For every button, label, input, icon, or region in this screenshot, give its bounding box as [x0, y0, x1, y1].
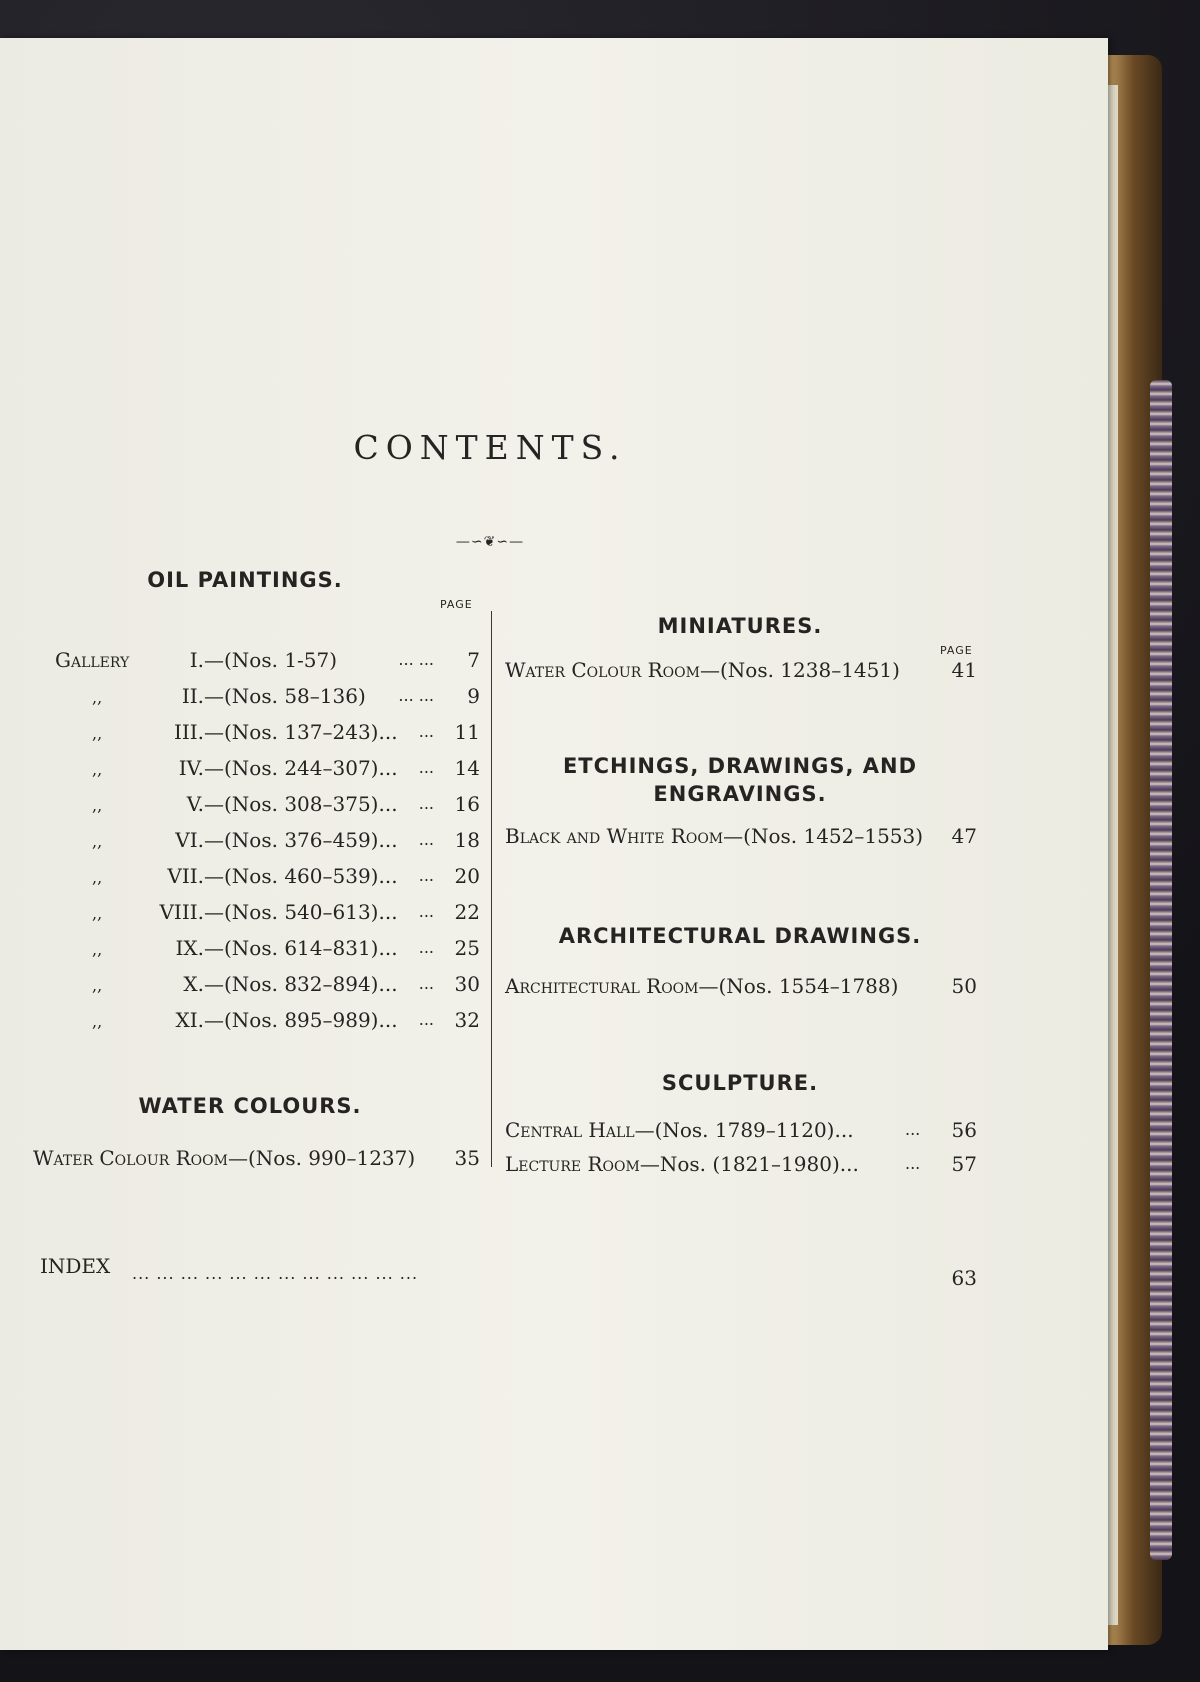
oil-row-dots: ...	[418, 902, 434, 921]
oil-row-page: 32	[454, 1008, 480, 1032]
miniatures-page: 41	[951, 658, 977, 682]
oil-row-room: III.	[173, 720, 204, 744]
oil-row-page: 9	[467, 684, 480, 708]
oil-row-range: —(Nos. 614–831)...	[204, 936, 398, 960]
page-title: CONTENTS.	[353, 428, 627, 467]
column-divider	[491, 611, 492, 1167]
water-colours-page: 35	[454, 1146, 480, 1170]
gallery-label: Gallery	[55, 648, 130, 672]
etchings-page: 47	[951, 824, 977, 848]
architectural-heading: ARCHITECTURAL DRAWINGS.	[558, 924, 922, 948]
oil-row-page: 16	[454, 792, 480, 816]
oil-row-dots: ...	[418, 974, 434, 993]
oil-row-dots: ...	[418, 758, 434, 777]
oil-row-range: —(Nos. 540–613)...	[204, 900, 398, 924]
ditto-mark: ,,	[92, 868, 103, 887]
oil-row-range: —(Nos. 1-57)	[204, 648, 338, 672]
oil-row-page: 20	[454, 864, 480, 888]
architectural-entry	[505, 972, 898, 1000]
oil-row-range: —(Nos. 895–989)...	[204, 1008, 398, 1032]
oil-row-dots: ...	[418, 722, 434, 741]
etchings-room: Black and White Room	[505, 824, 724, 848]
oil-row-room: VIII.	[159, 900, 204, 924]
contents-page	[0, 38, 1108, 1650]
miniatures-entry	[505, 656, 900, 684]
ditto-mark: ,,	[92, 832, 103, 851]
oil-row-room: XI.	[175, 1008, 204, 1032]
sculpture-row-dots: ...	[905, 1154, 921, 1173]
etchings-heading-line1: ETCHINGS, DRAWINGS, AND	[562, 754, 918, 778]
oil-row-range: —(Nos. 308–375)...	[204, 792, 398, 816]
ditto-mark: ,,	[92, 976, 103, 995]
miniatures-room: Water Colour Room	[505, 658, 700, 682]
oil-row-range: —(Nos. 58–136)	[204, 684, 366, 708]
etchings-range: —(Nos. 1452–1553)	[723, 824, 924, 848]
oil-row-range: —(Nos. 137–243)...	[204, 720, 398, 744]
oil-row-dots: ... ...	[398, 650, 434, 669]
oil-paintings-heading: OIL PAINTINGS.	[147, 568, 343, 592]
oil-row-room: V.	[186, 792, 204, 816]
ornament-divider: —∽❦∽—	[455, 534, 525, 550]
oil-row-room: II.	[181, 684, 204, 708]
oil-row-page: 14	[454, 756, 480, 780]
ditto-mark: ,,	[92, 904, 103, 923]
miniatures-range: —(Nos. 1238–1451)	[699, 658, 900, 682]
sculpture-row-range: —(Nos. 1789–1120)...	[634, 1118, 854, 1142]
sculpture-row	[505, 1150, 859, 1178]
oil-row-range: —(Nos. 832–894)...	[204, 972, 398, 996]
oil-row-range: —(Nos. 244–307)...	[204, 756, 398, 780]
sculpture-row-range: —Nos. (1821–1980)...	[639, 1152, 859, 1176]
ditto-mark: ,,	[92, 688, 103, 707]
etchings-heading-line2: ENGRAVINGS.	[653, 782, 827, 806]
architectural-page: 50	[951, 974, 977, 998]
oil-row-room: VII.	[167, 864, 204, 888]
oil-row-page: 25	[454, 936, 480, 960]
oil-row-page: 7	[467, 648, 480, 672]
oil-row-room: I.	[189, 648, 204, 672]
index-label: INDEX	[40, 1254, 111, 1278]
miniatures-heading: MINIATURES.	[657, 614, 823, 638]
book-spine	[1150, 380, 1172, 1560]
etchings-heading	[505, 752, 975, 808]
sculpture-row-dots: ...	[905, 1120, 921, 1139]
architectural-room: Architectural Room	[505, 974, 699, 998]
oil-row-room: IV.	[178, 756, 204, 780]
ditto-mark: ,,	[92, 1012, 103, 1031]
sculpture-row	[505, 1116, 854, 1144]
water-colours-heading: WATER COLOURS.	[138, 1094, 362, 1118]
oil-row-range: —(Nos. 460–539)...	[204, 864, 398, 888]
oil-row-dots: ... ...	[398, 686, 434, 705]
oil-row-dots: ...	[418, 830, 434, 849]
oil-row-page: 18	[454, 828, 480, 852]
index-page: 63	[951, 1266, 977, 1290]
sculpture-row-page: 56	[951, 1118, 977, 1142]
ditto-mark: ,,	[92, 760, 103, 779]
oil-row-room: VI.	[175, 828, 204, 852]
sculpture-row-room: Central Hall	[505, 1118, 635, 1142]
oil-row-range: —(Nos. 376–459)...	[204, 828, 398, 852]
oil-row-dots: ...	[418, 1010, 434, 1029]
oil-row-dots: ...	[418, 794, 434, 813]
oil-row-room: IX.	[175, 936, 204, 960]
oil-row-page: 30	[454, 972, 480, 996]
ditto-mark: ,,	[92, 724, 103, 743]
sculpture-heading: SCULPTURE.	[661, 1071, 819, 1095]
etchings-entry	[505, 822, 923, 850]
ditto-mark: ,,	[92, 796, 103, 815]
ditto-mark: ,,	[92, 940, 103, 959]
oil-row-dots: ...	[418, 938, 434, 957]
oil-row-room: X.	[183, 972, 204, 996]
oil-row-dots: ...	[418, 866, 434, 885]
oil-row-page: 22	[454, 900, 480, 924]
index-dots: ... ... ... ... ... ... ... ... ... ... ... ...	[132, 1264, 419, 1283]
oil-row-page: 11	[454, 720, 480, 744]
water-colours-entry	[33, 1144, 415, 1172]
miniatures-page-label: PAGE	[940, 644, 973, 657]
sculpture-row-page: 57	[951, 1152, 977, 1176]
sculpture-row-room: Lecture Room	[505, 1152, 640, 1176]
oil-page-label: PAGE	[440, 598, 473, 611]
architectural-range: —(Nos. 1554–1788)	[698, 974, 899, 998]
water-colours-range: —(Nos. 990–1237)	[227, 1146, 416, 1170]
water-colours-room: Water Colour Room	[33, 1146, 228, 1170]
